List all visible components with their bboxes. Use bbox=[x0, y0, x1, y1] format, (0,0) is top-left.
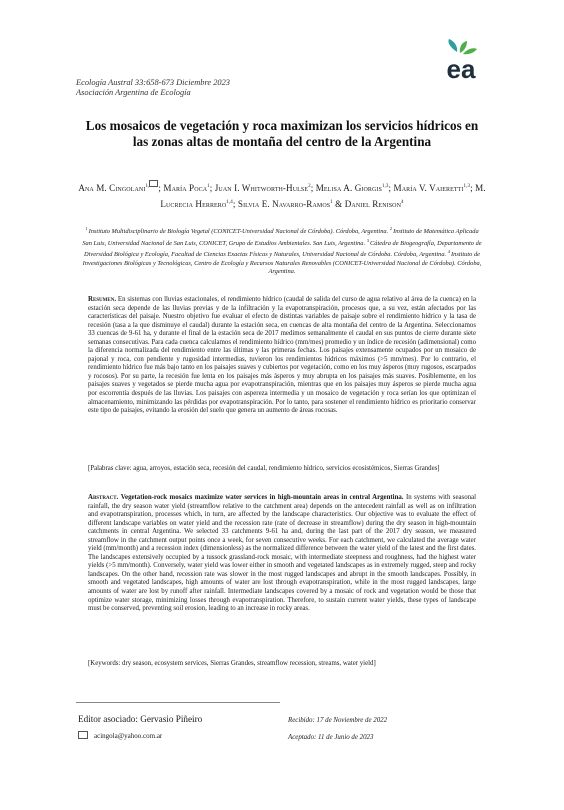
mail-icon bbox=[149, 180, 158, 187]
journal-info bbox=[76, 78, 230, 98]
author-separator: ; bbox=[209, 183, 215, 194]
author-affil-sup: 1,3 bbox=[463, 184, 471, 189]
affiliation-sup: 3 bbox=[366, 237, 370, 243]
author-name: Silvia E. Navarro-Ramos bbox=[237, 198, 331, 209]
author-affil-sup: 1, bbox=[145, 184, 150, 189]
author-separator: ; bbox=[310, 183, 316, 194]
affiliation-sup: 2 bbox=[389, 226, 394, 231]
author-separator: ; bbox=[158, 183, 164, 194]
associate-editor: Editor asociado: Gervasio Piñeiro bbox=[78, 714, 203, 724]
affiliation-sup: 4 bbox=[447, 249, 452, 255]
author-affil-sup: 1 bbox=[207, 184, 210, 189]
article-title: Los mosaicos de vegetación y roca maximizan los servicios hídricos en las zonas altas de montaña del centro de la Argentina bbox=[85, 118, 479, 149]
envelope-icon bbox=[78, 731, 88, 739]
received-date: Recibido: 17 de Noviembre de 2022 bbox=[288, 717, 388, 724]
author-name: María Poca bbox=[163, 183, 208, 194]
abstract-title: Vegetation-rock mosaics maximize water services in high-mountain areas in central Argentina. bbox=[120, 494, 404, 501]
contact-email-row bbox=[78, 730, 162, 740]
author-separator: ; bbox=[388, 183, 394, 194]
affiliation-text: Instituto Multidisciplinario de Biología Vegetal (CONICET-Universidad Nacional de Córdoba). Córdoba, Argentina. bbox=[88, 228, 390, 236]
author-list bbox=[74, 180, 490, 211]
author-name: Daniel Renison bbox=[344, 198, 402, 209]
affiliation-text: Instituto de Investigaciones Biológicas y Tecnológicas, Centro de Ecología y Recursos Naturales Renovables (CONICET-Universidad Nacional de Córdoba). Córdoba, Argentina. bbox=[82, 251, 482, 275]
author-name: Juan I. Whitworth-Hulse bbox=[214, 183, 309, 194]
logo-leaf-teal bbox=[448, 39, 457, 52]
abstract-label: Abstract. bbox=[88, 494, 119, 501]
journal-publisher: Asociación Argentina de Ecología bbox=[76, 88, 191, 97]
author-affil-sup: 4 bbox=[401, 199, 404, 205]
abstract-text: In systems with seasonal rainfall, the dry season water yield (streamflow relative to the catchment area) depends on the antecedent rainfall as well as on infiltration and evapotranspiration, processes which, in turn, are affected by the landscape characteristics. Our objective was to evaluate the effect of different landscape variables on water yield and the recession rate (rate of decrease in streamflow) during the dry season in high-mountain catchments in central Argentina. We selected 33 catchments 9-61 ha and, during the last part of the 2017 dry season, we measured streamflow in the catchment output points once a week, for seven consecutive weeks. For each catchment, we calculated the average water yield (mm/month) and a recession index (dimensionless) as the normalized difference between the water yield of the latest and the first dates. The landscapes extensively occupied by a tussock grassland-rock mosaic, with intermediate steepness and roughness, had the highest water yields (>5 mm/month). Conversely, water yield was lower either in smooth and vegetated landscapes as in extremely rugged, steep and rocky landscapes. On the other hand, recession rate was slower in the most rugged landscapes and abrupt in the smooth landscapes. Possibly, in smooth and vegetated landscapes, high amounts of water are lost through evapotranspiration, while in the most rugged landscapes, large amounts of water are lost by runoff after rainfall. Intermediate landscapes covered by a mosaic of rock and vegetation would be those that optimize water storage, minimizing losses through evapotranspiration. Therefore, to sustain current water yields, these types of landscape must be conserved, preventing soil erosion, leading to an increase in rocky areas. bbox=[88, 494, 476, 613]
author-name: María V. Vaieretti bbox=[393, 183, 464, 194]
logo-text: ea bbox=[446, 54, 476, 82]
footer-divider bbox=[76, 702, 280, 703]
author-affil-sup: 1,4 bbox=[226, 199, 233, 205]
affiliations bbox=[80, 225, 484, 276]
author-affil-sup: 1 bbox=[330, 199, 333, 205]
affiliation-sup: 1 bbox=[85, 226, 89, 231]
resumen-label: Resumen. bbox=[88, 296, 117, 303]
keywords: [Keywords: dry season, ecosystem services, Sierras Grandes, streamflow recession, streams, water yield] bbox=[88, 660, 376, 667]
palabras-clave: [Palabras clave: agua, arroyos, estación seca, recesión del caudal, rendimiento hídrico, servicios ecosistémicos, Sierras Grandes] bbox=[88, 465, 440, 472]
author-name: Ana M. Cingolani bbox=[78, 183, 146, 194]
author-name: Melisa A. Giorgis bbox=[315, 183, 382, 194]
journal-citation: Ecología Austral 33:658-673 Diciembre 2023 bbox=[76, 78, 230, 87]
author-separator: & bbox=[332, 198, 345, 209]
accepted-date: Aceptado: 11 de Junio de 2023 bbox=[288, 734, 374, 741]
ea-logo bbox=[437, 38, 487, 82]
affiliation-text: Instituto de Matemática Aplicada San Luis, Universidad Nacional de San Luis, CONICET, Grupo de Estudios Ambientales. San Luis, Argentina. bbox=[82, 228, 479, 247]
author-name: M. Lucrecia Herrero bbox=[160, 183, 486, 209]
resumen-text: En sistemas con lluvias estacionales, el rendimiento hídrico (caudal de salida del curso de agua relativo al área de la cuenca) en la estación seca depende de las lluvias previas y de la infiltración y la evapotranspiración, procesos que, a su vez, están afectados por las características del paisaje. Nuestro objetivo fue evaluar el efecto de distintas variables de paisaje sobre el rendimiento hídrico y la tasa de recesión (tasa a la que disminuye el caudal) durante la estación seca, en cuencas de alta montaña del centro de la Argentina. Seleccionamos 33 cuencas de 9-61 ha, y durante el final de la estación seca de 2017 medimos semanalmente el caudal en sus puntos de cierre durante siete semanas consecutivas. Para cada cuenca calculamos el rendimiento hídrico (mm/mes) promedio y un índice de recesión (adimensional) como la diferencia normalizada del rendimiento entre las últimas y las primeras fechas. Los paisajes extensamente ocupados por un mosaico de pajonal y roca, con pendiente y rugosidad intermedias, tuvieron los rendimientos hídricos máximos (>5 mm/mes). Por lo contrario, el rendimiento hídrico fue más bajo tanto en los paisajes suaves y cubiertos por vegetación, como en los muy ásperos (muy rugosos, escarpados y rocosos). Por su parte, la recesión fue lenta en los paisajes más ásperos y muy abrupta en los paisajes más suaves. Posiblemente, en los paisajes suaves y vegetados se pierde mucha agua por evapotranspiración, mientras que en los paisajes muy ásperos se pierde mucha agua por escorrentía después de las lluvias. Los paisajes con aspereza intermedia y un mosaico de vegetación y roca serían los que optimizan el almacenamiento, minimizando las pérdidas por evapotranspiración. Por lo tanto, para sostener el rendimiento hídrico es prioritario conservar este tipo de paisajes, evitando la erosión del suelo que genera un aumento de áreas rocosas. bbox=[88, 296, 476, 415]
abstract-block bbox=[88, 494, 476, 614]
author-separator: ; bbox=[232, 198, 238, 209]
affiliation-text: Cátedra de Biogeografía, Departamento de Diversidad Biológica y Ecología, Facultad de Ciencias Exactas Físicas y Naturales, Universidad Nacional de Córdoba. Córdoba, Argentina. bbox=[84, 239, 482, 259]
resumen-block bbox=[88, 296, 476, 416]
author-affil-sup: 1,3 bbox=[381, 184, 389, 189]
author-affil-sup: 2 bbox=[308, 184, 311, 189]
article-dates bbox=[288, 714, 387, 748]
author-separator: ; bbox=[470, 183, 476, 194]
contact-email[interactable]: acingola@yahoo.com.ar bbox=[94, 732, 163, 740]
